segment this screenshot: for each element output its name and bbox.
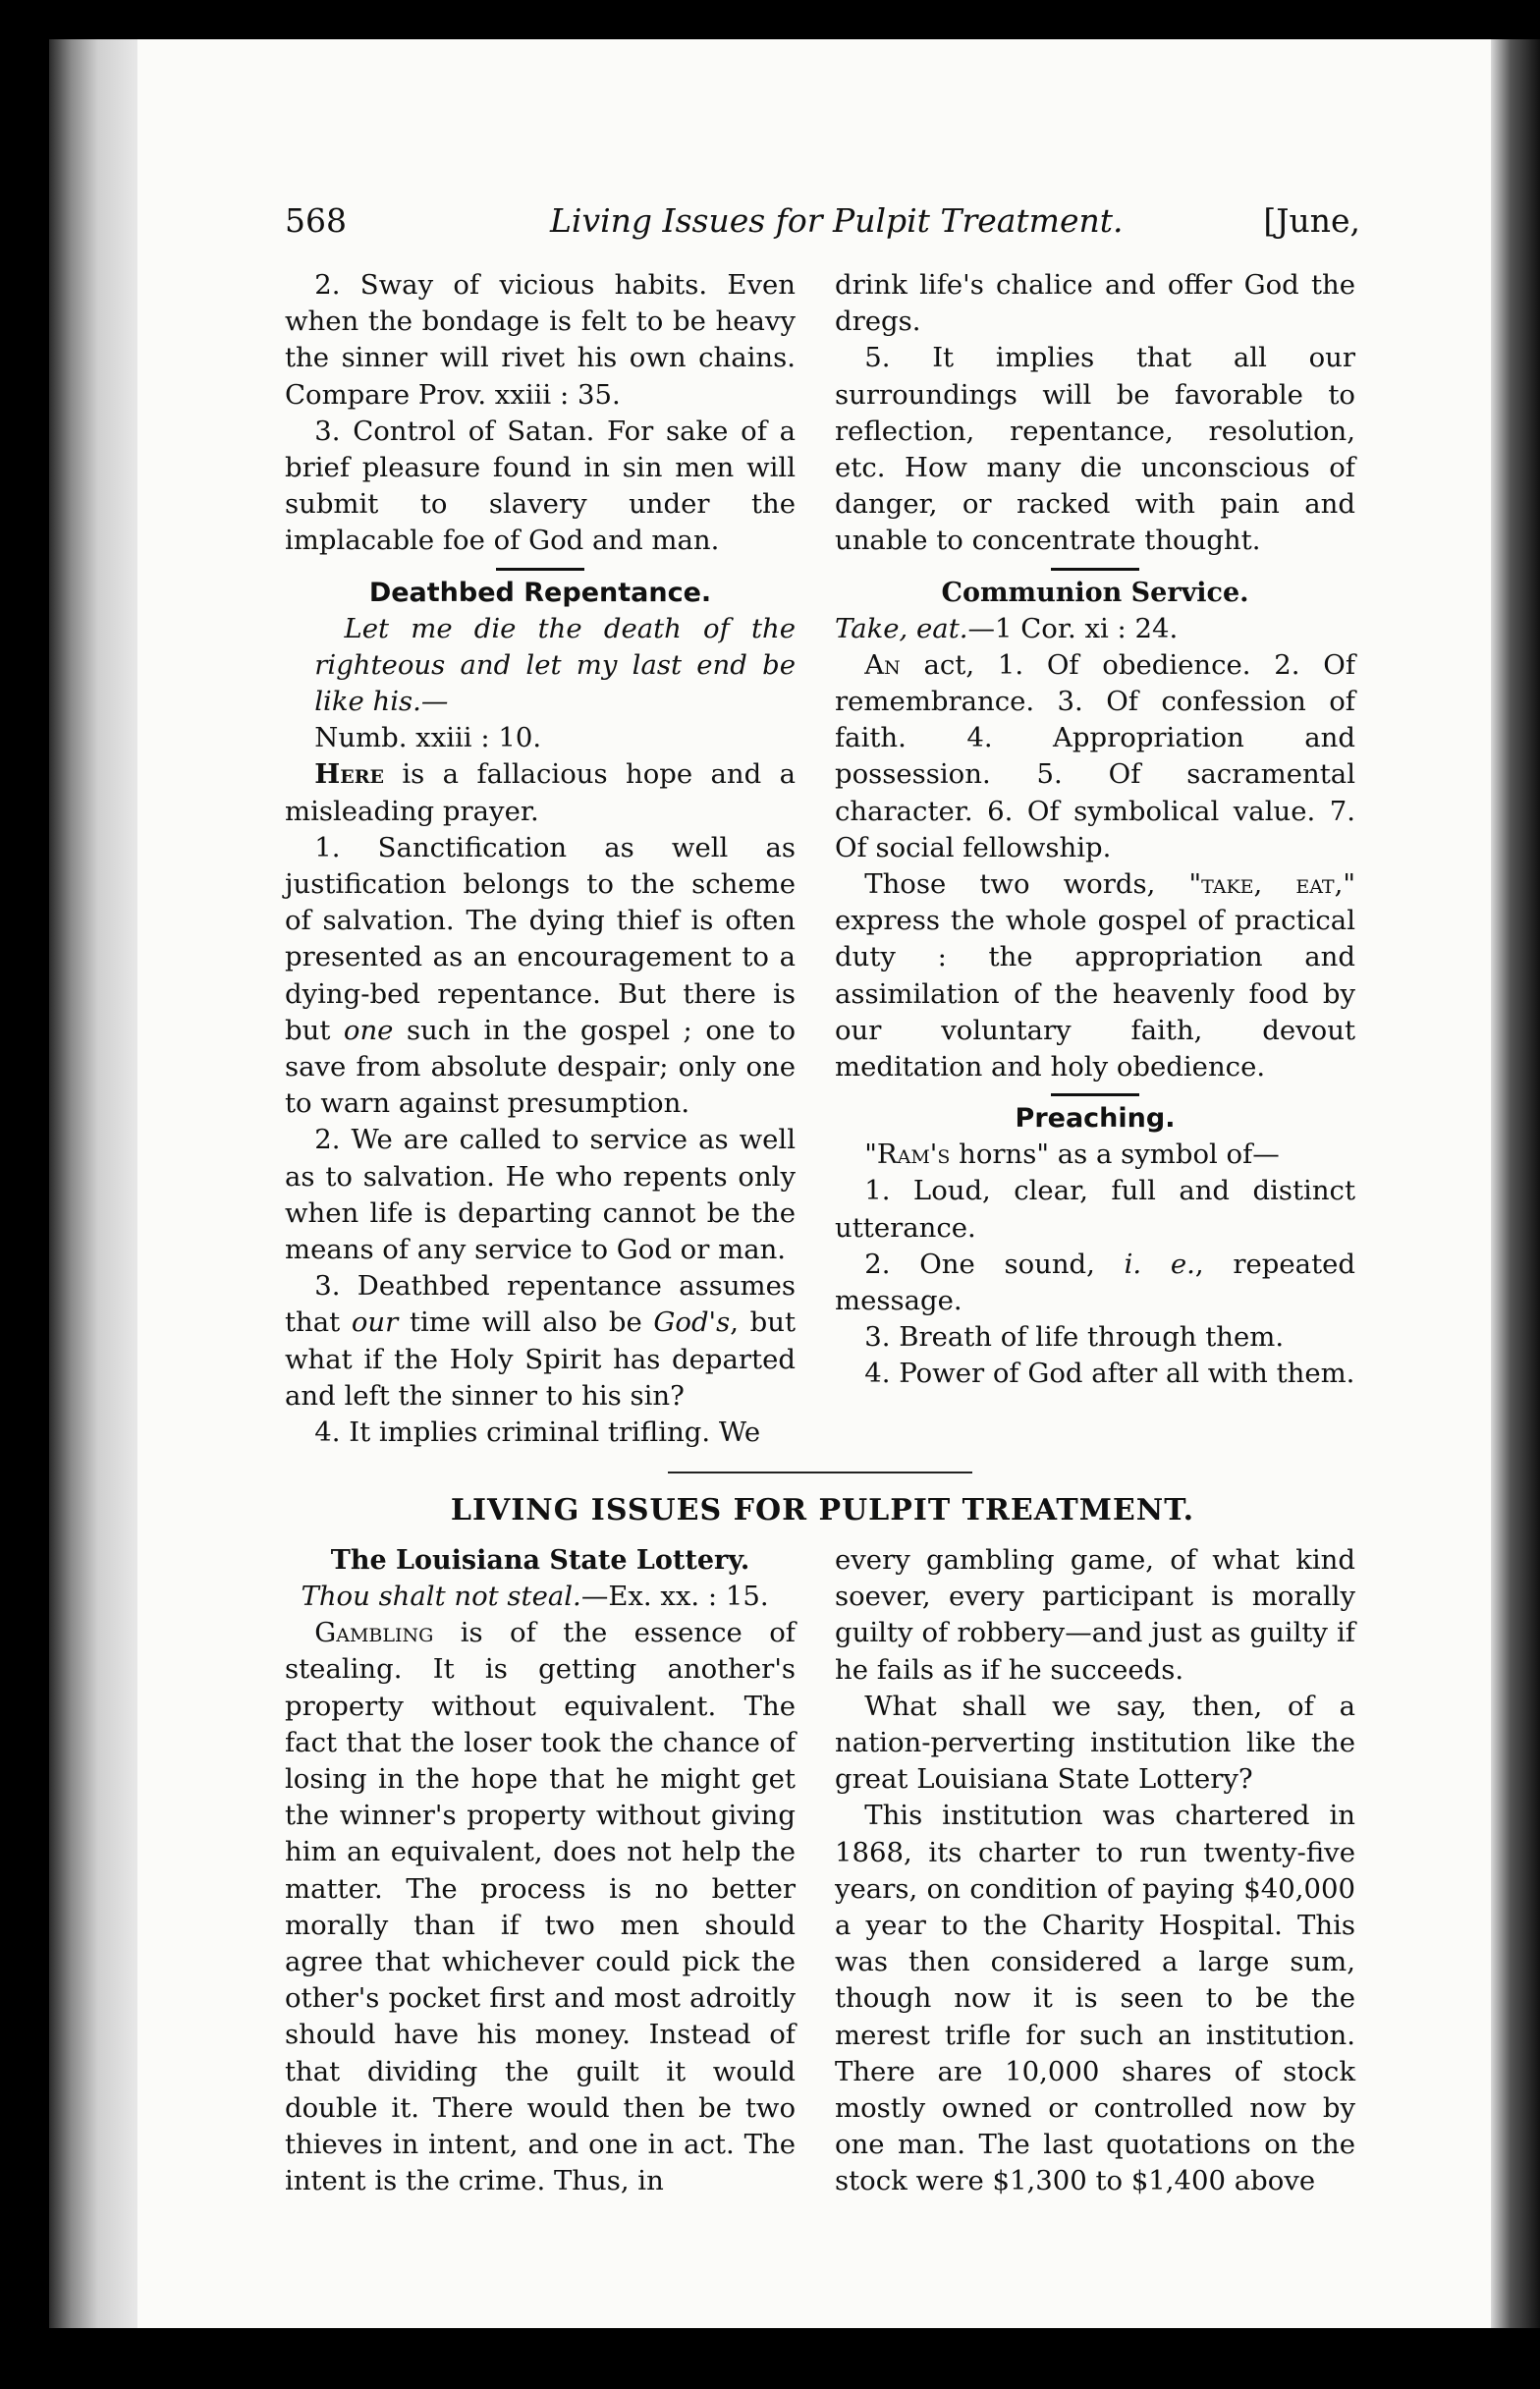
scripture-reference: —Ex. xx. : 15. [580, 1581, 769, 1612]
paragraph-continued: every gambling game, of what kind soever, every participant is morally guilty of robbery—and just as guilty if he fails as if he succeeds. [835, 1544, 1355, 1686]
heading-louisiana-lottery: The Louisiana State Lottery. [330, 1545, 750, 1576]
paragraph-vicious-habits: 2. Sway of vicious habits. Even when the bondage is felt to be heavy the sinner will rivet his own chains. Compare Prov. xxiii : 35. [285, 269, 796, 411]
lead-word: Gambling [314, 1617, 434, 1649]
section-rule [1051, 568, 1139, 571]
lead-word: Here [314, 758, 384, 791]
page-edge-shadow [1491, 39, 1540, 2328]
paragraph-rams-horns [835, 1137, 1355, 1173]
section-divider [668, 1472, 972, 1473]
rams-a: " [864, 1139, 877, 1171]
paragraph-power: 4. Power of God after all with them. [864, 1358, 1355, 1390]
one-sound-b: , repeated message. [835, 1248, 1355, 1317]
paragraph-control-of-satan: 3. Control of Satan. For sake of a brief pleasure found in sin men will submit to slavery under the implacable foe of God and man. [285, 415, 796, 557]
scripture-text [285, 611, 796, 757]
scripture-text [285, 1579, 796, 1615]
paragraph-assumes [285, 1268, 796, 1415]
two-words-b: " express the whole gospel of practical duty : the appropriation and assimilation of the heavenly food by our voluntary faith, devout meditation and holy obedience. [835, 868, 1355, 1083]
paragraph-what-shall-we-say: What shall we say, then, of a nation-perverting institution like the great Louisiana State Lottery? [835, 1690, 1355, 1796]
emphasis-our: our [351, 1306, 399, 1339]
scripture-reference: —1 Cor. xi : 24. [967, 612, 1179, 644]
emphasis-gods: God's [653, 1306, 731, 1339]
assumes-text-c: , but what if the Holy Spirit has departed and left the sinner to his sin? [285, 1306, 796, 1412]
scripture-quote: Let me die the death of the righteous and let my last end be like his.— [314, 612, 796, 718]
emphasis-one: one [343, 1014, 394, 1046]
running-month: [June, [1263, 201, 1360, 240]
book-spine-shadow [49, 39, 138, 2328]
running-header [285, 201, 1360, 250]
heading-communion-service: Communion Service. [941, 577, 1249, 608]
take-eat: take, eat, [1201, 868, 1344, 901]
gambling-text: is of the essence of stealing. It is getting another's property without equivalent. The fact that the loser took the chance of losing in the hope that he might get the winner's property without giving him an equivalent, does not help the matter. The process is no better morally than if two men should agree that whichever could pick the other's pocket first and most adroitly should have his money. Instead of that dividing the guilt it would double it. There would then be two thieves in intent, and one in act. The intent is the crime. Thus, in [285, 1617, 796, 2197]
rams-word: Ram's [876, 1139, 951, 1171]
heading-deathbed-repentance: Deathbed Repentance. [368, 577, 712, 608]
scripture-reference: Numb. xxiii : 10. [314, 722, 542, 754]
assumes-text-b: time will also be [398, 1306, 654, 1339]
emphasis-ie: i. e. [1124, 1248, 1195, 1280]
paragraph-trifling: 4. It implies criminal trifling. We [314, 1417, 761, 1449]
paragraph-loud: 1. Loud, clear, full and distinct utterance. [835, 1175, 1355, 1244]
rams-b: horns" as a symbol of— [950, 1139, 1280, 1171]
paragraph-continued: drink life's chalice and offer God the dregs. [835, 269, 1355, 338]
lead-word: An [864, 648, 901, 681]
running-title: Living Issues for Pulpit Treatment. [550, 201, 1124, 240]
one-sound-a: 2. One sound, [864, 1248, 1125, 1280]
scripture-quote: Take, eat. [835, 612, 968, 644]
heading-preaching: Preaching. [1015, 1103, 1176, 1135]
paragraph-one-sound [835, 1247, 1355, 1319]
paragraph-surroundings: 5. It implies that all our surroundings will be favorable to reflection, repentance, resolution, etc. How many die unconscious of danger, or racked with pain and unable to concentrate thought. [835, 342, 1355, 557]
sanctification-text: 1. Sanctification as well as justification belongs to the scheme of salvation. The dying thief is often presented as an encouragement to a dying-bed repentance. But there is but [285, 831, 796, 1046]
scripture-quote: Thou shalt not steal. [301, 1581, 581, 1612]
paragraph-two-words [835, 866, 1355, 1085]
paragraph-breath: 3. Breath of life through them. [864, 1321, 1285, 1354]
left-column-bottom [285, 1542, 796, 2199]
left-column-top [285, 267, 796, 1451]
assumes-text-a: 3. Deathbed repentance assumes that [285, 1270, 796, 1339]
paragraph-gambling [285, 1615, 796, 2199]
section-title: LIVING ISSUES FOR PULPIT TREATMENT. [450, 1493, 1195, 1528]
paragraph-sanctification [285, 830, 796, 1123]
sanctification-tail: such in the gospel ; one to save from absolute despair; only one to warn against presumption. [285, 1014, 797, 1120]
right-column-bottom [835, 1542, 1355, 2200]
paragraph-service: 2. We are called to service as well as to salvation. He who repents only when life is departing cannot be the means of any service to God or man. [285, 1124, 796, 1266]
paragraph-intro [285, 756, 796, 829]
section-rule [1051, 1093, 1139, 1096]
page-number: 568 [285, 201, 347, 240]
paragraph-institution: This institution was chartered in 1868, its charter to run twenty-five years, on condition of paying $40,000 a year to the Charity Hospital. This was then considered a large sum, though now it is seen to be the merest trifle for such an institution. There are 10,000 shares of stock mostly owned or controlled now by one man. The last quotations on the stock were $1,300 to $1,400 above [835, 1800, 1355, 2197]
intro-text: is a fallacious hope and a misleading prayer. [285, 758, 796, 827]
paragraph-act [835, 647, 1355, 866]
act-text: act, 1. Of obedience. 2. Of remembrance. 3. Of confession of faith. 4. Appropriation and possession. 5. Of sacramental character. 6. Of symbolical value. 7. Of social fellowship. [835, 648, 1355, 863]
two-words-a: Those two words, " [864, 868, 1202, 901]
right-column-top [835, 267, 1355, 1393]
section-rule [496, 568, 584, 571]
scripture-text [835, 611, 1355, 647]
